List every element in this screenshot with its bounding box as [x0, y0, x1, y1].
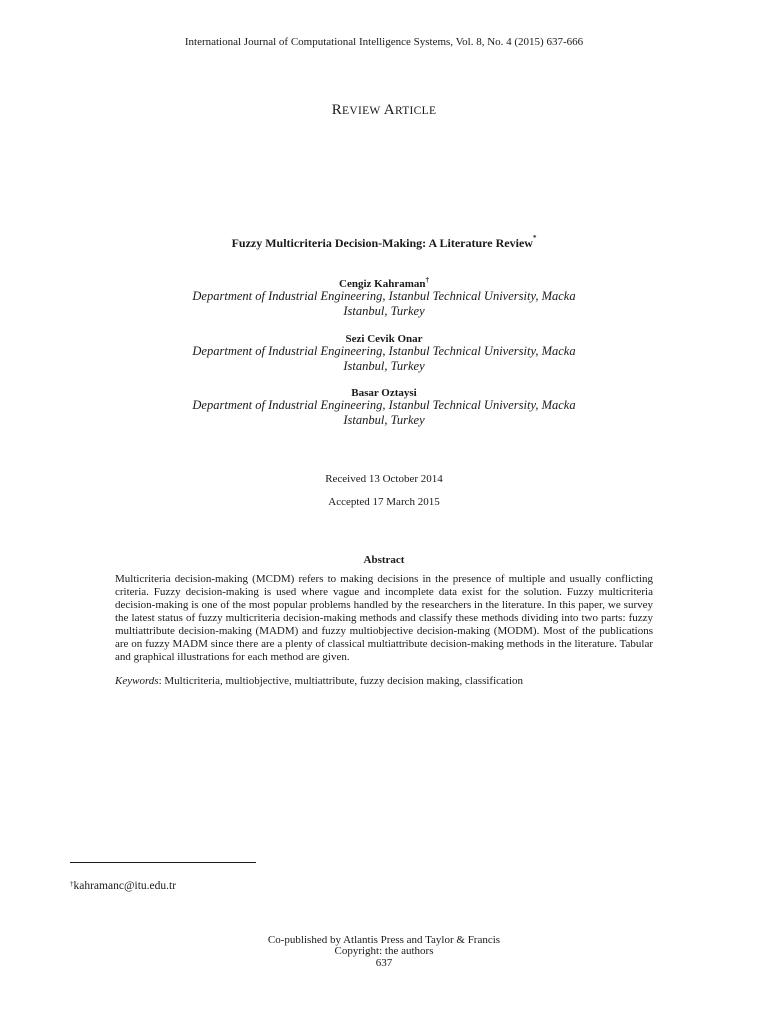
author-affiliation — [0, 398, 768, 428]
author-name-text: Cengiz Kahraman — [339, 278, 426, 290]
article-type-heading — [0, 102, 768, 119]
paper-title — [0, 236, 768, 251]
copyright-line: Copyright: the authors — [334, 945, 434, 957]
journal-header: International Journal of Computational Intelligence Systems, Vol. 8, No. 4 (2015) 637-666 — [184, 36, 584, 48]
received-date: Received 13 October 2014 — [325, 473, 443, 485]
author-name: Basar Oztaysi — [351, 387, 417, 399]
author-affiliation — [0, 289, 768, 319]
keywords — [115, 675, 653, 688]
footnote-mark: † — [70, 880, 74, 888]
paper-title-text: Fuzzy Multicriteria Decision-Making: A Literature Review — [231, 236, 533, 250]
affiliation-line: Istanbul, Turkey — [343, 413, 425, 427]
accepted-date: Accepted 17 March 2015 — [328, 496, 440, 508]
abstract-body: Multicriteria decision-making (MCDM) refers to making decisions in the presence of multiple and usually conflicting criteria. Fuzzy decision-making is used where vague and incomplete data exist for the solution. Fuzzy multicriteria decision-making is one of the most popular problems handled by the researchers in the literature. In this paper, we survey the latest status of fuzzy multicriteria decision-making methods and classify these methods dividing into two parts: fuzzy multiattribute decision-making (MADM) and fuzzy multiobjective decision-making (MODM). Most of the publications are on fuzzy MADM since there are a plenty of classical multiattribute decision-making methods in the literature. Tabular and graphical illustrations for each method are given. — [115, 573, 653, 663]
affiliation-line: Istanbul, Turkey — [343, 359, 425, 373]
author-footnote-mark: † — [425, 276, 429, 284]
article-type-word-2-rest: RTICLE — [394, 105, 437, 117]
affiliation-line: Department of Industrial Engineering, Istanbul Technical University, Macka — [192, 344, 576, 358]
author-name: Sezi Cevik Onar — [345, 333, 423, 345]
title-footnote-mark: * — [532, 234, 537, 242]
footnote-rule — [70, 862, 256, 863]
abstract-heading: Abstract — [363, 554, 405, 566]
publisher-line: Co-published by Atlantis Press and Taylor & Francis — [267, 934, 501, 946]
article-type-word-2-initial: A — [383, 102, 395, 118]
page-number: 637 — [375, 957, 393, 969]
affiliation-line: Department of Industrial Engineering, Istanbul Technical University, Macka — [192, 398, 576, 412]
keywords-label: Keywords — [115, 675, 159, 687]
author-affiliation — [0, 344, 768, 374]
affiliation-line: Istanbul, Turkey — [343, 304, 425, 318]
article-type-word-1-rest: EVIEW — [342, 105, 381, 117]
keywords-list: : Multicriteria, multiobjective, multiattribute, fuzzy decision making, classification — [158, 675, 524, 687]
affiliation-line: Department of Industrial Engineering, Istanbul Technical University, Macka — [192, 289, 576, 303]
article-type-word-1-initial: R — [331, 102, 343, 118]
author-email: kahramanc@itu.edu.tr — [73, 880, 177, 892]
footnote — [70, 880, 176, 892]
